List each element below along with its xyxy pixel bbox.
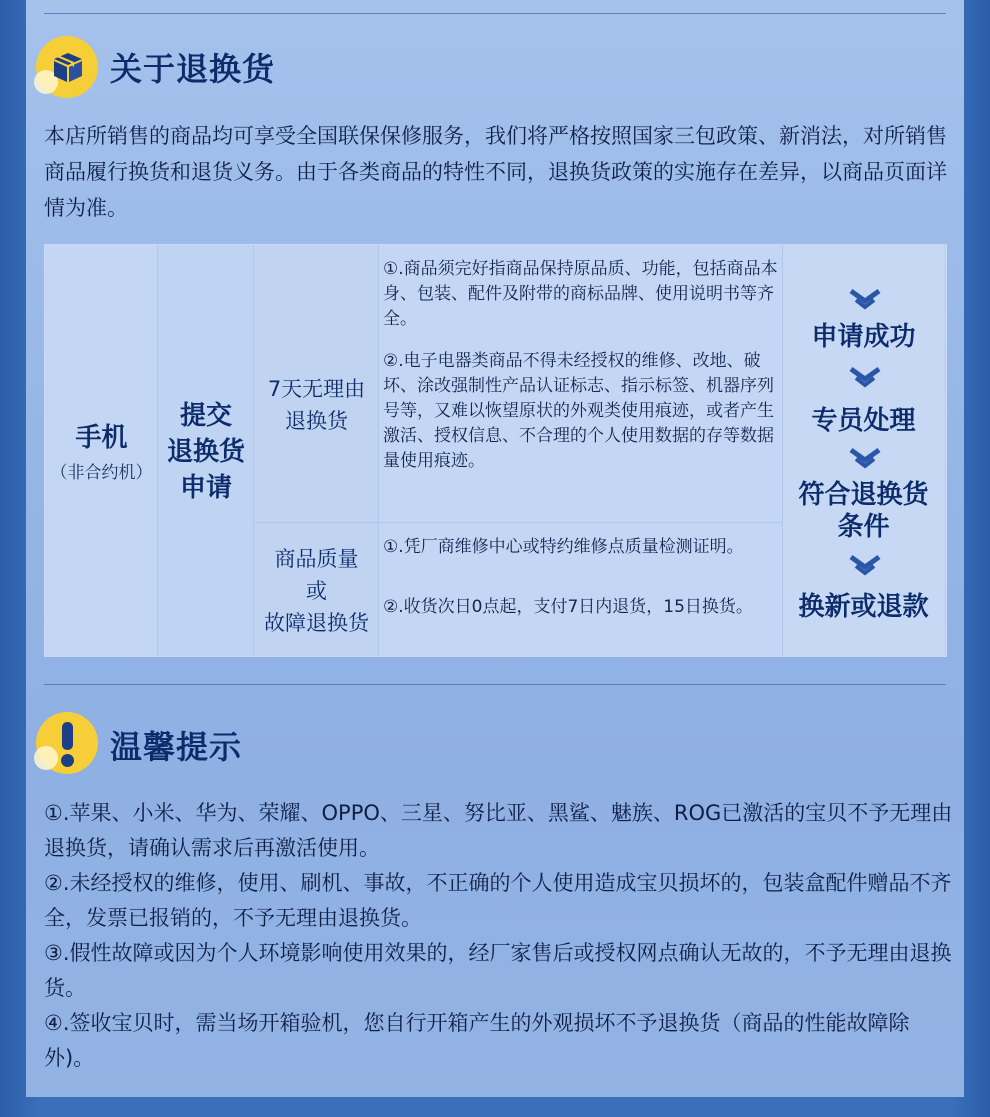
- chevron-down-icon: [848, 554, 882, 576]
- step-staff-process: 专员处理: [811, 406, 916, 436]
- product-column: [45, 245, 158, 656]
- tips-list: [44, 796, 954, 1076]
- section-title-returns: 关于退换货: [110, 50, 276, 88]
- tip-item: ③.假性故障或因为个人环境影响使用效果的，经厂家售后或授权网点确认无故的，不予无理由退换货。: [44, 941, 952, 1000]
- rule-7day-2: ②.电子电器类商品不得未经授权的维修、改地、破坏、涂改强制性产品认证标志、指示标签、机器序列号等，又难以恢望原状的外观类使用痕迹，或者产生激活、授权信息、不合理的个人使用数据的存等数据量使用痕迹。: [383, 351, 774, 471]
- returns-intro-text: 本店所销售的商品均可享受全国联保保修服务，我们将严格按照国家三包政策、新消法，对所销售商品履行换货和退货义务。由于各类商品的特性不同，退换货政策的实施存在差异，以商品页面详情为准。: [44, 124, 947, 220]
- action-column: [158, 245, 254, 656]
- tip-item: ④.签收宝贝时，需当场开箱验机，您自行开箱产生的外观损坏不予退换货（商品的性能故障除外)。: [44, 1011, 910, 1070]
- tip-item: ②.未经授权的维修，使用、刷机、事故，不正确的个人使用造成宝贝损坏的，包装盒配件赠品不齐全，发票已报销的，不予无理由退换货。: [44, 871, 952, 930]
- step-eligible-cont: 条件: [837, 512, 890, 542]
- tip-item: ①.苹果、小米、华为、荣耀、OPPO、三星、努比亚、黑鲨、魅族、ROG已激活的宝贝不予无理由退换货，请确认需求后再激活使用。: [44, 801, 953, 860]
- product-name: 手机: [75, 423, 128, 453]
- row-divider: [254, 522, 783, 523]
- type-quality: 商品质量 或 故障退换货: [264, 547, 369, 635]
- chevron-down-icon: [848, 288, 882, 310]
- rule-quality-1: ①.凭厂商维修中心或特约维修点质量检测证明。: [383, 537, 744, 557]
- type-7day: 7天无理由 退换货: [267, 377, 366, 433]
- product-note: （非合约机）: [50, 463, 153, 483]
- action-label: 提交 退换货 申请: [166, 401, 245, 503]
- rule-7day-1: ①.商品须完好指商品保持原品质、功能，包括商品本身、包装、配件及附带的商标品牌、使用说明书等齐全。: [383, 259, 778, 329]
- divider-middle: [44, 684, 946, 685]
- returns-policy-table: [44, 244, 947, 657]
- divider-top: [44, 13, 946, 14]
- step-apply-success: 申请成功: [811, 322, 916, 352]
- chevron-down-icon: [848, 366, 882, 388]
- chevron-down-icon: [848, 447, 882, 469]
- rule-quality-2: ②.收货次日0点起，支付7日内退货，15日换货。: [383, 597, 753, 617]
- step-eligible: 符合退换货: [798, 480, 929, 510]
- step-exchange-refund: 换新或退款: [798, 592, 929, 622]
- rules-column: [379, 245, 783, 656]
- exclamation-icon: [36, 712, 98, 774]
- process-steps: [783, 245, 944, 656]
- type-column: [254, 245, 379, 656]
- section-title-tips: 温馨提示: [110, 728, 243, 766]
- package-box-icon: [36, 36, 98, 98]
